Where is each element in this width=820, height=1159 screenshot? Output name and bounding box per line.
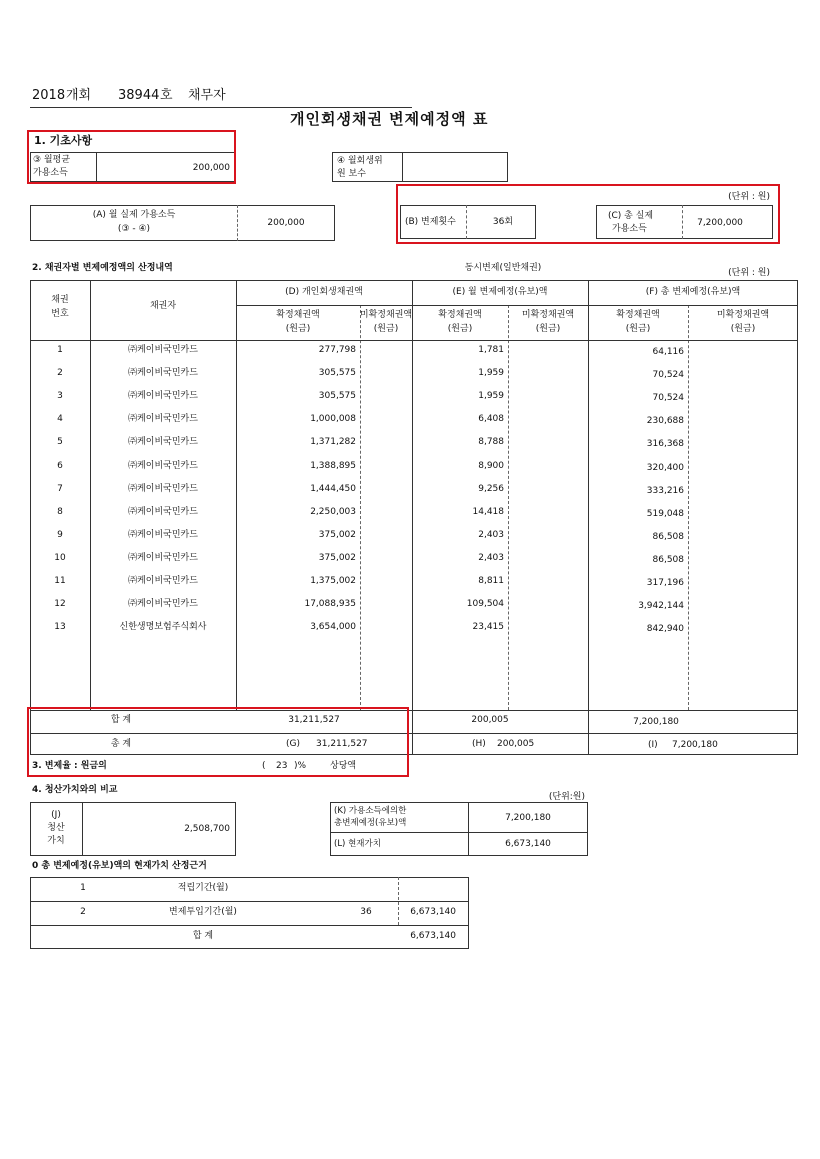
row-no: 12 [54,599,66,609]
row-no: 10 [54,553,66,563]
row-e: 1,781 [478,345,504,355]
group-f-header: (F) 총 변제예정(유보)액 [645,287,741,297]
section4-unit: (단위:원) [548,792,585,802]
rate-close: )% [294,761,307,771]
b-label: (B) 변제횟수 [405,217,456,227]
b-value: 36회 [492,217,514,227]
pv-row-label: 적립기간(월) [177,883,229,893]
a-value: 200,000 [267,218,305,228]
row-creditor: ㈜케이비국민카드 [128,553,198,563]
row-d: 1,000,008 [310,414,356,424]
section1-unit: (단위 : 원) [728,192,770,202]
row-f: 519,048 [646,509,684,519]
row-f: 86,508 [652,532,684,542]
total-h-value: 200,005 [497,739,535,749]
d-confirmed-header: 확정채권액 [276,310,320,320]
row-no: 1 [57,345,63,355]
col-no-header: 채권 [51,295,69,305]
section5-label: 0 총 변제예정(유보)액의 현재가치 산정근거 [32,861,207,871]
total-h-label: (H) [472,739,486,749]
kl-divider [468,802,469,856]
row-e: 14,418 [472,507,504,517]
pv-table [30,877,469,949]
row-no: 8 [57,507,63,517]
pv-row-no: 1 [80,883,86,893]
row-d: 305,575 [318,368,356,378]
row-e: 109,504 [466,599,504,609]
k-label: (K) 가용소득에의한 [334,806,407,816]
row-f: 70,524 [652,370,684,380]
row-creditor: ㈜케이비국민카드 [128,484,198,494]
section2-label: 2. 채권자별 변제예정액의 산정내역 [32,263,173,273]
subtotal-label: 합 계 [110,715,132,725]
f-unconfirmed-header: 미확정채권액 [716,310,770,320]
case-debtor: 채무자 [188,88,226,103]
total-i-value: 7,200,180 [672,740,718,750]
row-e: 2,403 [478,553,504,563]
highlight-repayment-summary [396,184,780,244]
row-creditor: ㈜케이비국민카드 [128,414,198,424]
row-no: 3 [57,391,63,401]
pv-col-divider [398,877,399,925]
group-e-header: (E) 월 변제예정(유보)액 [452,287,548,297]
e-confirmed-header-2: (원금) [447,324,473,334]
row-e: 8,788 [478,437,504,447]
row-d: 375,002 [318,553,356,563]
c-label-2: 가용소득 [612,224,647,234]
l-value: 6,673,140 [505,839,551,849]
row-no: 2 [57,368,63,378]
pv-total-label: 합 계 [192,931,214,941]
col-div-e-sub [508,305,509,710]
j-divider [82,802,83,856]
row-d: 1,371,282 [310,437,356,447]
case-year: 2018 [32,88,66,103]
row-d: 1,388,895 [310,461,356,471]
section3-label: 3. 변제율 : 원금의 [32,761,107,771]
row-e: 2,403 [478,530,504,540]
col-div-d-sub [360,305,361,710]
row-d: 1,444,450 [310,484,356,494]
subtotal-e: 200,005 [471,715,509,725]
pv-row-months: 36 [360,907,372,917]
row-creditor: ㈜케이비국민카드 [128,530,198,540]
col-div-creditor [236,280,237,710]
row-d: 3,654,000 [310,622,356,632]
total-g-value: 31,211,527 [316,739,368,749]
pv-total-value: 6,673,140 [410,931,456,941]
row-e: 1,959 [478,368,504,378]
case-number: 38944 [118,88,160,103]
row-no: 9 [57,530,63,540]
row-no: 5 [57,437,63,447]
j-label-3: 가치 [47,836,65,846]
row-creditor: ㈜케이비국민카드 [128,368,198,378]
row-f: 317,196 [646,578,684,588]
j-label: (J) [51,810,61,820]
row-creditor: ㈜케이비국민카드 [128,576,198,586]
case-court-suffix: 개회 [66,88,92,103]
c-value: 7,200,000 [697,218,743,228]
row-d: 277,798 [318,345,356,355]
row-creditor: ㈜케이비국민카드 [128,461,198,471]
row-d: 2,250,003 [310,507,356,517]
group-d-header: (D) 개인회생채권액 [285,287,363,297]
row-f: 320,400 [646,463,684,473]
d-unconfirmed-header-2: (원금) [373,324,399,334]
total-label: 총 계 [110,739,132,749]
section2-method: 동시변제(일반채권) [464,263,542,273]
trustee-fee-label: ④ 월회생위 [337,156,383,166]
k-value: 7,200,180 [505,813,551,823]
col-div-no [90,280,91,710]
row-f: 86,508 [652,555,684,565]
total-g-label: (G) [286,739,300,749]
a-divider [237,205,238,241]
row-creditor: ㈜케이비국민카드 [128,391,198,401]
section2-unit: (단위 : 원) [728,268,770,278]
row-d: 375,002 [318,530,356,540]
j-value: 2,508,700 [184,824,230,834]
highlight-basic-info [27,130,236,184]
pv-row-value: 6,673,140 [410,907,456,917]
a-label-2: (③ - ④) [117,224,151,234]
total-i-label: (I) [648,740,658,750]
row-e: 6,408 [478,414,504,424]
rate-suffix: 상당액 [330,761,357,771]
row-f: 64,116 [652,347,684,357]
row-f: 316,368 [646,439,684,449]
col-no-header-2: 번호 [51,309,69,319]
row-creditor: ㈜케이비국민카드 [128,599,198,609]
f-unconfirmed-header-2: (원금) [730,324,756,334]
row-no: 11 [54,576,66,586]
monthly-income-value: 200,000 [192,163,230,173]
e-unconfirmed-header: 미확정채권액 [521,310,575,320]
header-underline [30,107,412,108]
row-creditor: 신한생명보험주식회사 [119,622,207,632]
pv-row-line-1 [30,901,469,902]
row-no: 13 [54,622,66,632]
row-e: 9,256 [478,484,504,494]
col-div-d [412,280,413,755]
trustee-fee-label-2: 원 보수 [337,169,366,179]
row-f: 230,688 [646,416,684,426]
rate-value: 23 [276,761,288,771]
section1-label: 1. 기초사항 [34,134,93,147]
col-creditor-header: 채권자 [149,301,177,311]
pv-row-no: 2 [80,907,86,917]
row-e: 23,415 [472,622,504,632]
row-f: 3,942,144 [638,601,684,611]
row-e: 8,811 [478,576,504,586]
col-div-e [588,280,589,755]
pv-row-label: 변제투입기간(월) [169,907,237,917]
header-bottom-line [30,340,798,341]
row-creditor: ㈜케이비국민카드 [128,345,198,355]
row-e: 8,900 [478,461,504,471]
row-no: 4 [57,414,63,424]
col-div-f-sub [688,305,689,710]
page-title: 개인회생채권 변제예정액 표 [290,110,489,128]
trustee-fee-divider [402,152,403,182]
row-no: 6 [57,461,63,471]
f-confirmed-header-2: (원금) [625,324,651,334]
row-d: 305,575 [318,391,356,401]
d-unconfirmed-header: 미확정채권액 [359,310,413,320]
e-confirmed-header: 확정채권액 [438,310,482,320]
section4-label: 4. 청산가치와의 비교 [32,785,118,795]
row-f: 333,216 [646,486,684,496]
row-d: 17,088,935 [304,599,356,609]
row-f: 70,524 [652,393,684,403]
row-d: 1,375,002 [310,576,356,586]
e-unconfirmed-header-2: (원금) [535,324,561,334]
row-creditor: ㈜케이비국민카드 [128,507,198,517]
l-label: (L) 현재가치 [334,839,381,849]
row-e: 1,959 [478,391,504,401]
row-creditor: ㈜케이비국민카드 [128,437,198,447]
row-no: 7 [57,484,63,494]
k-label-2: 총변제예정(유보)액 [334,818,407,828]
f-confirmed-header: 확정채권액 [616,310,660,320]
c-label: (C) 총 실제 [608,211,654,221]
subtotal-d: 31,211,527 [288,715,340,725]
monthly-income-label: ③ 월평균 [33,155,71,165]
j-label-2: 청산 [47,823,65,833]
row-f: 842,940 [646,624,684,634]
case-ho: 호 [160,88,173,103]
rate-open: ( [262,761,266,771]
highlight-totals [27,707,409,777]
d-confirmed-header-2: (원금) [285,324,311,334]
pv-row-line-2 [30,925,469,926]
kl-row-line [330,832,588,833]
monthly-income-label-2: 가용소득 [33,168,68,178]
subtotal-f: 7,200,180 [633,717,679,727]
a-label: (A) 월 실제 가용소득 [92,210,176,220]
header-group-line [236,305,798,306]
